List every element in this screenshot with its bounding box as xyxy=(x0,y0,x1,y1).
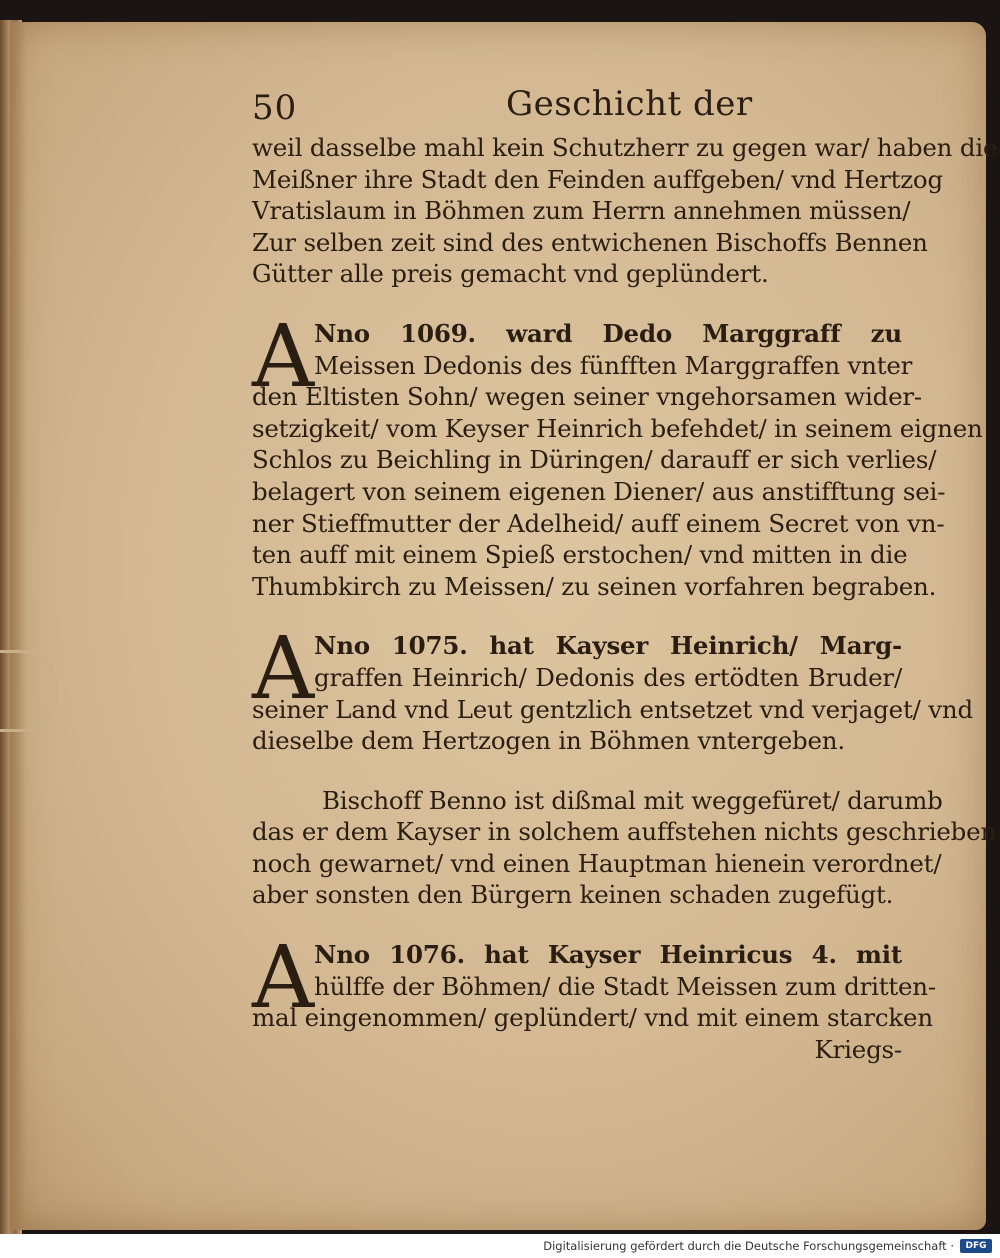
text-line: Schlos zu Beichling in Düringen/ darauff er sich verlies/ xyxy=(252,445,937,475)
footer-strip xyxy=(0,1234,1000,1258)
funding-credit: Digitalisierung gefördert durch die Deutsche Forschungsgemeinschaft · xyxy=(543,1239,954,1253)
text-line: noch gewarnet/ vnd einen Hauptman hienein verordnet/ xyxy=(252,848,942,878)
opening-paragraph xyxy=(252,132,998,290)
text-line: Nno 1075. hat Kayser Heinrich/ Marg- xyxy=(314,631,902,661)
text-line: Zur selben zeit sind des entwichenen Bischoffs Bennen xyxy=(252,227,928,257)
text-line: Nno 1069. ward Dedo Marggraff zu xyxy=(314,318,902,348)
text-line: belagert von seinem eigenen Diener/ aus anstifftung sei- xyxy=(252,476,946,506)
text-line: mal eingenommen/ geplündert/ vnd mit einem starcken xyxy=(252,1003,933,1033)
entry-1076 xyxy=(252,928,936,1065)
text-line: setzigkeit/ vom Keyser Heinrich befehdet/ in seinem eignen xyxy=(252,413,983,443)
text-line: Bischoff Benno ist dißmal mit weggefüret/ darumb xyxy=(322,785,943,815)
drop-cap: A xyxy=(252,619,315,720)
entry-1069 xyxy=(252,306,983,602)
text-line: graffen Heinrich/ Dedonis des ertödten Bruder/ xyxy=(314,662,902,692)
running-head: Geschicht der xyxy=(506,84,753,124)
entry-1075 xyxy=(252,619,973,756)
text-line: dieselbe dem Hertzogen in Böhmen vntergeben. xyxy=(252,726,845,756)
page-text xyxy=(252,80,998,1065)
text-line: aber sonsten den Bürgern keinen schaden zugefügt. xyxy=(252,880,894,910)
text-line: ner Stieffmutter der Adelheid/ auff einem Secret von vn- xyxy=(252,508,945,538)
drop-cap: A xyxy=(252,306,315,407)
text-line: Gütter alle preis gemacht vnd geplündert. xyxy=(252,259,769,289)
text-line: den Eltisten Sohn/ wegen seiner vngehorsamen wider- xyxy=(252,382,922,412)
dfg-logo: DFG xyxy=(960,1239,992,1253)
page-number: 50 xyxy=(252,88,298,128)
benno-paragraph xyxy=(252,785,997,911)
text-line: ten auff mit einem Spieß erstochen/ vnd mitten in die xyxy=(252,540,908,570)
text-line: Meißner ihre Stadt den Feinden auffgeben/ vnd Hertzog xyxy=(252,164,943,194)
text-line: Nno 1076. hat Kayser Heinricus 4. mit xyxy=(314,940,902,970)
text-line: Thumbkirch zu Meissen/ zu seinen vorfahren begraben. xyxy=(252,571,937,601)
text-line: hülffe der Böhmen/ die Stadt Meissen zum dritten- xyxy=(314,971,936,1001)
text-line: das er dem Kayser in solchem auffstehen nichts geschrieben xyxy=(252,817,997,847)
drop-cap: A xyxy=(252,928,315,1029)
text-line: seiner Land vnd Leut gentzlich entsetzet vnd verjaget/ vnd xyxy=(252,694,973,724)
page-header xyxy=(252,80,902,132)
text-line: weil dasselbe mahl kein Schutzherr zu gegen war/ haben die xyxy=(252,133,998,162)
page-gutter-shadow xyxy=(10,22,26,1230)
catchword: Kriegs- xyxy=(814,1034,902,1064)
text-line: Meissen Dedonis des fünfften Marggraffen vnter xyxy=(314,350,913,380)
text-line: Vratislaum in Böhmen zum Herrn annehmen müssen/ xyxy=(252,196,911,226)
